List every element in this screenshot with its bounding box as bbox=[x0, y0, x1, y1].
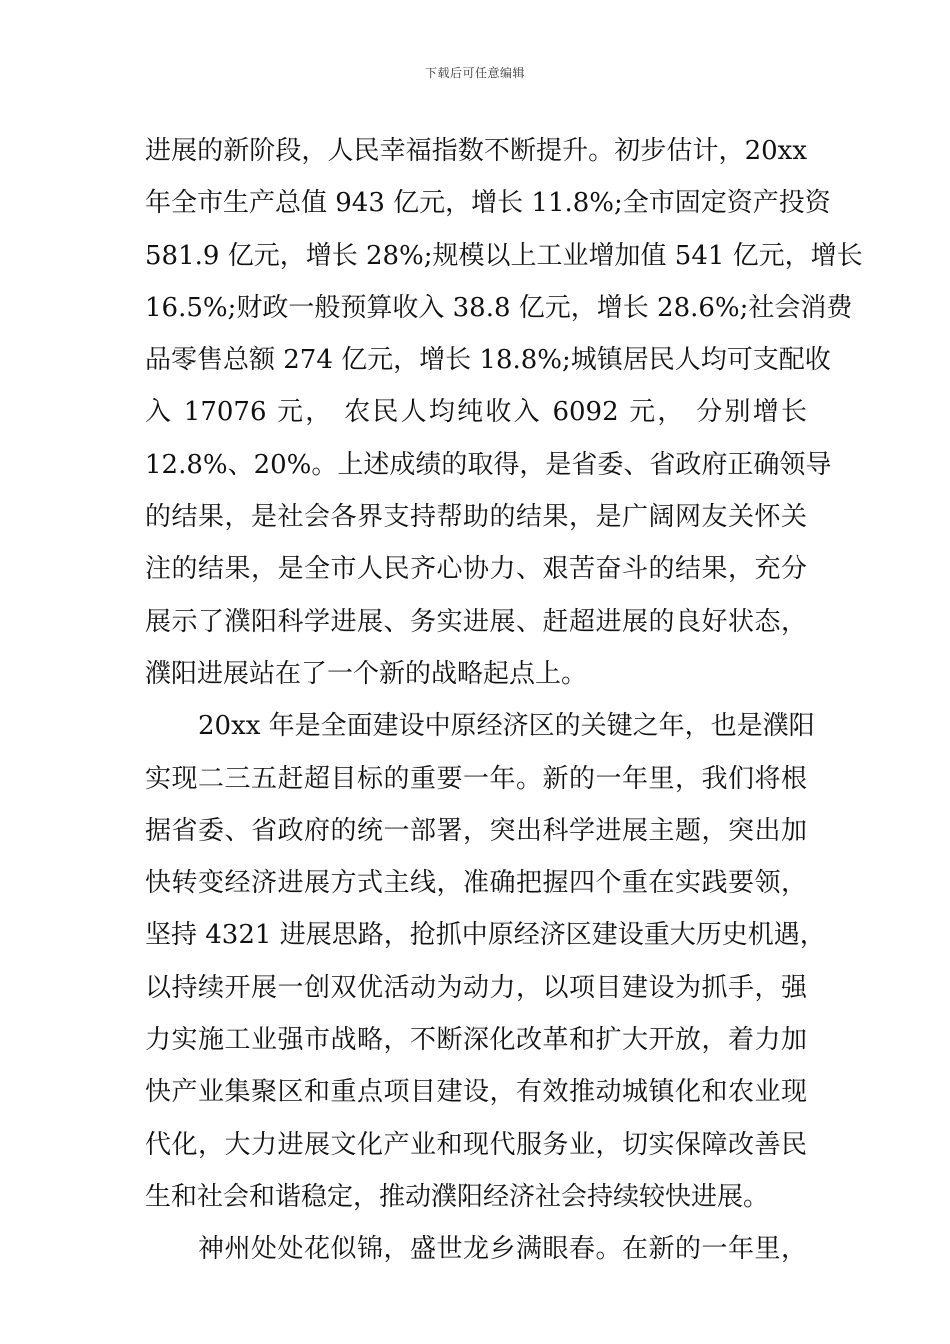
text-line: 快产业集聚区和重点项目建设，有效推动城镇化和农业现 bbox=[145, 1077, 807, 1108]
text-line: 快转变经济进展方式主线，准确把握四个重在实践要领， bbox=[145, 868, 807, 899]
page-header: 下载后可任意编辑 bbox=[424, 66, 525, 80]
text-line: 生和社会和谐稳定，推动濮阳经济社会持续较快进展。 bbox=[145, 1181, 770, 1212]
text-line: 入 17076 元， 农民人均纯收入 6092 元， 分别增长 bbox=[145, 397, 807, 428]
text-line: 年全市生产总值 943 亿元，增长 11.8%;全市固定资产投资 bbox=[145, 188, 831, 219]
text-line: 20xx 年是全面建设中原经济区的关键之年，也是濮阳 bbox=[198, 711, 815, 742]
text-line: 坚持 4321 进展思路，抢抓中原经济区建设重大历史机遇， bbox=[145, 920, 826, 951]
text-line: 代化，大力进展文化产业和现代服务业，切实保障改善民 bbox=[145, 1129, 807, 1160]
text-line: 品零售总额 274 亿元，增长 18.8%;城镇居民人均可支配收 bbox=[145, 345, 831, 376]
text-line: 神州处处花似锦，盛世龙乡满眼春。在新的一年里， bbox=[198, 1234, 807, 1265]
text-line: 的结果，是社会各界支持帮助的结果，是广阔网友关怀关 bbox=[145, 502, 807, 533]
text-line: 实现二三五赶超目标的重要一年。新的一年里，我们将根 bbox=[145, 763, 807, 794]
text-line: 12.8%、20%。上述成绩的取得，是省委、省政府正确领导 bbox=[145, 449, 832, 480]
text-line: 据省委、省政府的统一部署，突出科学进展主题，突出加 bbox=[145, 815, 807, 846]
paragraph-2 bbox=[145, 705, 826, 1228]
text-line: 力实施工业强市战略，不断深化改革和扩大开放，着力加 bbox=[145, 1025, 807, 1056]
paragraph-1 bbox=[145, 130, 863, 705]
text-line: 以持续开展一创双优活动为动力，以项目建设为抓手，强 bbox=[145, 972, 807, 1003]
text-line: 进展的新阶段，人民幸福指数不断提升。初步估计，20xx bbox=[145, 136, 807, 166]
document-body bbox=[145, 130, 863, 1281]
text-line: 16.5%;财政一般预算收入 38.8 亿元，增长 28.6%;社会消费 bbox=[145, 292, 853, 323]
paragraph-3 bbox=[145, 1228, 807, 1280]
text-line: 581.9 亿元，增长 28%;规模以上工业增加值 541 亿元，增长 bbox=[145, 240, 863, 271]
text-line: 注的结果，是全市人民齐心协力、艰苦奋斗的结果，充分 bbox=[145, 554, 807, 585]
text-line: 濮阳进展站在了一个新的战略起点上。 bbox=[145, 658, 588, 689]
text-line: 展示了濮阳科学进展、务实进展、赶超进展的良好状态， bbox=[145, 606, 807, 637]
